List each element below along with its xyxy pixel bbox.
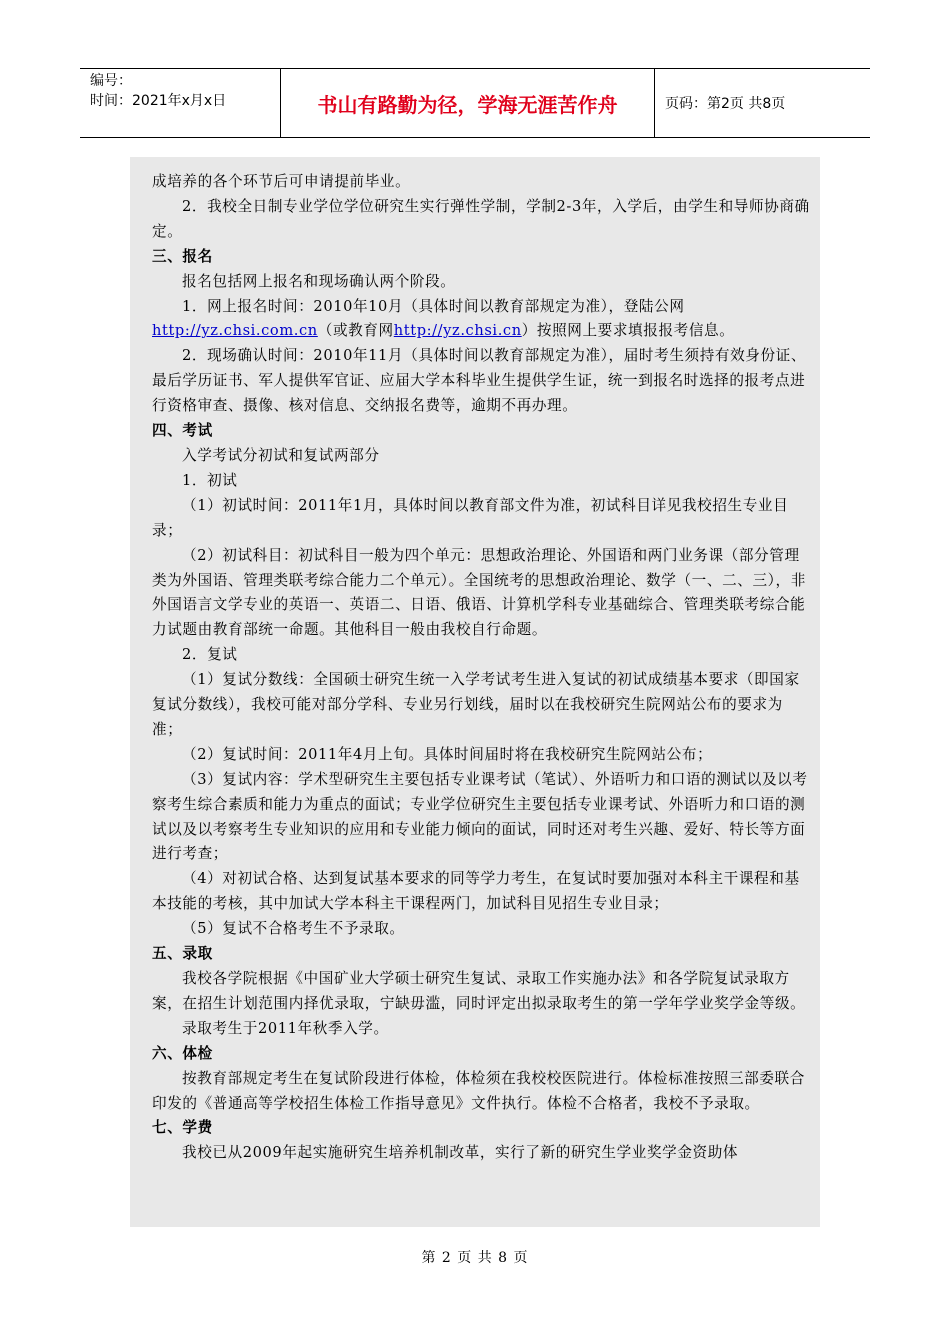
paragraph: 2．我校全日制专业学位学位研究生实行弹性学制，学制2-3年，入学后，由学生和导师协商确定。 [152, 197, 810, 240]
section-heading-admission: 五、录取 [152, 945, 213, 963]
subheading-retest: 2．复试 [182, 646, 238, 664]
paragraph: （2）复试时间：2011年4月上旬。具体时间届时将在我校研究生院网站公布； [182, 745, 713, 763]
section-heading-physical-exam: 六、体检 [152, 1044, 213, 1062]
paragraph: 入学考试分初试和复试两部分 [182, 446, 380, 464]
header-motto: 书山有路勤为径，学海无涯苦作舟 [281, 69, 655, 137]
paragraph: （1）复试分数线：全国硕士研究生统一入学考试考生进入复试的初试成绩基本要求（即国家复试分数线），我校可能对部分学科、专业另行划线，届时以在我校研究生院网站公布的要求为准； [152, 671, 800, 738]
paragraph: 我校已从2009年起实施研究生培养机制改革，实行了新的研究生学业奖学金资助体 [182, 1144, 739, 1162]
paragraph: （5）复试不合格考生不予录取。 [182, 920, 405, 938]
page-footer: 第 2 页 共 8 页 [421, 1250, 529, 1266]
header-meta [80, 69, 281, 137]
paragraph-online-registration [152, 295, 812, 345]
header-page-code: 页码：第2页 共8页 [665, 96, 786, 112]
subheading-preliminary: 1．初试 [182, 471, 238, 489]
page-header [80, 68, 870, 138]
section-heading-tuition: 七、学费 [152, 1119, 213, 1137]
paragraph: （3）复试内容：学术型研究生主要包括专业课考试（笔试）、外语听力和口语的测试以及以考察考生综合素质和能力为重点的面试；专业学位研究生主要包括专业课考试、外语听力和口语的测试以及以考察考生专业知识的应用和专业能力倾向的面试，同时还对考生兴趣、爱好、特长等方面进行考查； [152, 770, 808, 863]
paragraph-text: ）按照网上要求填报报考信息。 [521, 322, 735, 340]
paragraph-text: 1．网上报名时间：2010年10月（具体时间以教育部规定为准），登陆公网 [182, 297, 685, 315]
paragraph: （4）对初试合格、达到复试基本要求的同等学力考生，在复试时要加强对本科主干课程和基本技能的考核，其中加试大学本科主干课程两门，加试科目见招生专业目录； [152, 870, 800, 913]
paragraph: （1）初试时间：2011年1月，具体时间以教育部文件为准，初试科目详见我校招生专业目录； [152, 496, 789, 539]
paragraph: 成培养的各个环节后可申请提前毕业。 [152, 173, 411, 190]
chsi-edu-link[interactable]: http://yz.chsi.cn [393, 322, 522, 340]
section-heading-registration: 三、报名 [152, 247, 213, 265]
paragraph: 报名包括网上报名和现场确认两个阶段。 [182, 272, 456, 290]
paragraph: （2）初试科目：初试科目一般为四个单元：思想政治理论、外国语和两门业务课（部分管理类为外国语、管理类联考综合能力二个单元）。全国统考的思想政治理论、数学（一、二、三），非外国语言文学专业的英语一、英语二、日语、俄语、计算机学科专业基础综合、管理类联考综合能力试题由教育部统一命题。其他科目一般由我校自行命题。 [152, 546, 806, 639]
paragraph: 按教育部规定考生在复试阶段进行体检，体检须在我校校医院进行。体检标准按照三部委联合印发的《普通高等学校招生体检工作指导意见》文件执行。体检不合格者，我校不予录取。 [152, 1069, 805, 1112]
chsi-com-link[interactable]: http://yz.chsi.com.cn [152, 322, 318, 340]
paragraph-text: （或教育网 [317, 322, 394, 340]
document-body [152, 170, 812, 1166]
paragraph: 2．现场确认时间：2010年11月（具体时间以教育部规定为准），届时考生须持有效身份证、最后学历证书、军人提供军官证、应届大学本科毕业生提供学生证，统一到报名时选择的报考点进行资格审查、摄像、核对信息、交纳报名费等，逾期不再办理。 [152, 347, 807, 415]
paragraph: 我校各学院根据《中国矿业大学硕士研究生复试、录取工作实施办法》和各学院复试录取方案，在招生计划范围内择优录取，宁缺毋滥，同时评定出拟录取考生的第一学年学业奖学金等级。 [152, 970, 806, 1012]
section-heading-exam: 四、考试 [152, 422, 213, 440]
document-number-label: 编号： [90, 73, 132, 89]
document-date-label: 时间：2021年x月x日 [90, 93, 227, 109]
paragraph: 录取考生于2011年秋季入学。 [182, 1019, 389, 1037]
